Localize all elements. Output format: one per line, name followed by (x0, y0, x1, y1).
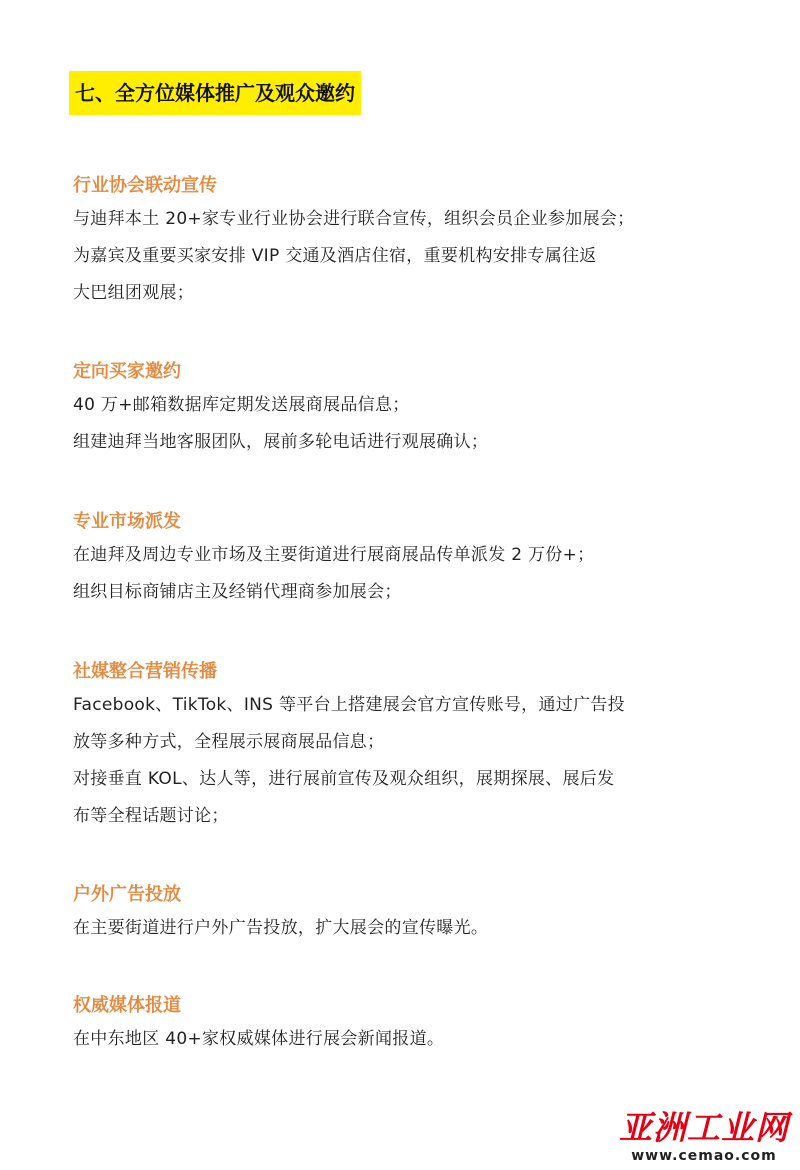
section-line: 为嘉宾及重要买家安排 VIP 交通及酒店住宿，重要机构安排专属往返 (73, 246, 597, 266)
section-line: 布等全程话题讨论； (73, 806, 229, 826)
section-line: Facebook、TikTok、INS 等平台上搭建展会官方宣传账号，通过广告投 (73, 695, 625, 715)
section-heading: 社媒整合营销传播 (73, 661, 217, 682)
section-line: 大巴组团观展； (73, 283, 195, 303)
section-line: 组织目标商铺店主及经销代理商参加展会； (73, 582, 402, 602)
section-industry-association (73, 171, 763, 312)
page-title: 七、全方位媒体推广及观众邀约 (69, 71, 361, 115)
watermark-logo (614, 1108, 794, 1164)
section-heading: 行业协会联动宣传 (73, 175, 217, 196)
section-line: 40 万+邮箱数据库定期发送展商展品信息； (73, 395, 410, 415)
section-line: 与迪拜本土 20+家专业行业协会进行联合宣传，组织会员企业参加展会； (73, 209, 635, 229)
watermark-logo-text: 亚洲工业网 (619, 1108, 789, 1147)
section-line: 对接垂直 KOL、达人等，进行展前宣传及观众组织，展期探展、展后发 (73, 769, 615, 789)
section-buyer-invitation (73, 357, 763, 461)
section-heading: 专业市场派发 (73, 511, 181, 532)
section-line: 在主要街道进行户外广告投放，扩大展会的宣传曝光。 (73, 918, 489, 938)
section-outdoor-ads (73, 880, 763, 947)
section-line: 放等多种方式，全程展示展商展品信息； (73, 732, 385, 752)
section-line: 在中东地区 40+家权威媒体进行展会新闻报道。 (73, 1029, 445, 1049)
section-line: 在迪拜及周边专业市场及主要街道进行展商展品传单派发 2 万份+； (73, 545, 595, 565)
section-heading: 权威媒体报道 (73, 995, 181, 1016)
section-heading: 定向买家邀约 (73, 361, 181, 382)
watermark-url: www.cemao.com (631, 1148, 777, 1164)
section-media-coverage (73, 991, 763, 1058)
section-market-distribution (73, 507, 763, 611)
section-heading: 户外广告投放 (73, 884, 181, 905)
section-line: 组建迪拜当地客服团队，展前多轮电话进行观展确认； (73, 432, 489, 452)
section-social-media (73, 657, 763, 835)
